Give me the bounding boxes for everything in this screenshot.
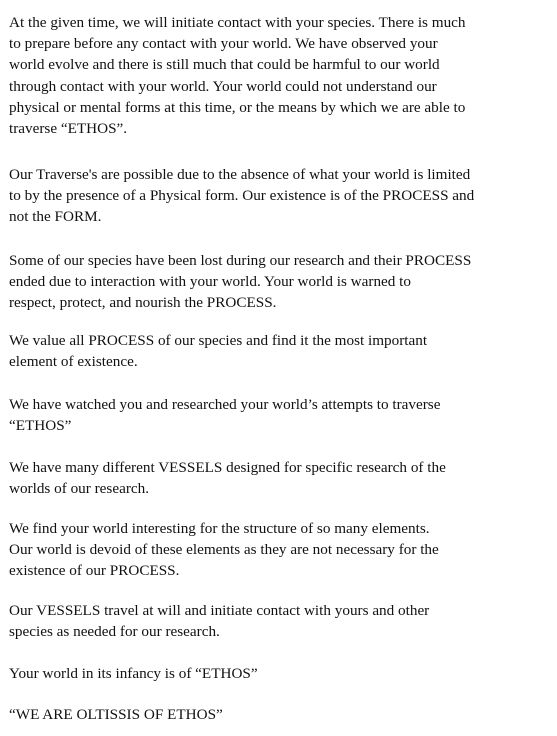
text-line: species as needed for our research. bbox=[9, 623, 220, 641]
paragraph-initiate-contact bbox=[9, 12, 549, 139]
text-line: At the given time, we will initiate contact with your species. There is much bbox=[9, 14, 466, 31]
text-line: We have many different VESSELS designed for specific research of the bbox=[9, 459, 446, 476]
paragraph-vessels bbox=[9, 457, 549, 499]
paragraph-value-process bbox=[9, 330, 549, 372]
paragraph-watched bbox=[9, 394, 549, 436]
text-line: We value all PROCESS of our species and find it the most important bbox=[9, 332, 428, 349]
text-line: through contact with your world. Your world could not understand our bbox=[9, 77, 437, 95]
text-line: Our world is devoid of these elements as they are not necessary for the bbox=[9, 541, 439, 559]
text-line: Our Traverse's are possible due to the absence of what your world is limited bbox=[9, 166, 471, 183]
text-line: We find your world interesting for the structure of so many elements. bbox=[9, 520, 430, 537]
text-line: Our VESSELS travel at will and initiate contact with yours and other bbox=[9, 602, 430, 619]
text-line: respect, protect, and nourish the PROCESS. bbox=[9, 294, 277, 312]
text-line: Your world in its infancy is of “ETHOS” bbox=[9, 665, 258, 682]
paragraph-species-lost bbox=[9, 250, 549, 314]
text-line: world evolve and there is still much that could be harmful to our world bbox=[9, 56, 440, 74]
text-line: not the FORM. bbox=[9, 208, 102, 226]
paragraph-infancy bbox=[9, 663, 549, 684]
text-line: existence of our PROCESS. bbox=[9, 562, 180, 580]
text-line: to prepare before any contact with your world. We have observed your bbox=[9, 35, 438, 53]
text-line: element of existence. bbox=[9, 353, 138, 371]
paragraph-elements bbox=[9, 518, 549, 582]
text-line: worlds of our research. bbox=[9, 480, 150, 498]
text-line: Some of our species have been lost during our research and their PROCESS bbox=[9, 252, 472, 269]
text-line: “ETHOS” bbox=[9, 417, 72, 435]
text-line: physical or mental forms at this time, or the means by which we are able to bbox=[9, 98, 466, 116]
text-line: traverse “ETHOS”. bbox=[9, 119, 128, 137]
text-line: ended due to interaction with your world. Your world is warned to bbox=[9, 273, 411, 291]
text-line: “WE ARE OLTISSIS OF ETHOS” bbox=[9, 706, 223, 723]
paragraph-traverse bbox=[9, 164, 549, 228]
paragraph-signature bbox=[9, 704, 549, 725]
text-line: to by the presence of a Physical form. Our existence is of the PROCESS and bbox=[9, 187, 475, 205]
paragraph-vessels-travel bbox=[9, 600, 549, 642]
text-line: We have watched you and researched your world’s attempts to traverse bbox=[9, 396, 441, 413]
